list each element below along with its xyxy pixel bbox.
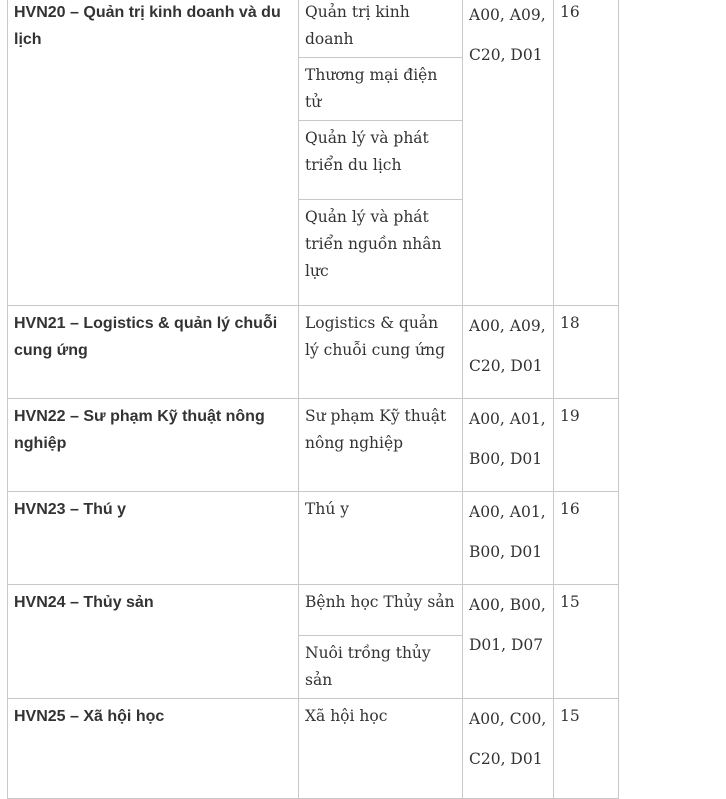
specialization-cell: Quản trị kinh doanh: [299, 0, 463, 58]
admission-table-container: [7, 0, 619, 799]
specialization-cell: Sư phạm Kỹ thuật nông nghiệp: [299, 399, 463, 492]
table-row: [8, 585, 619, 636]
score-cell: 16: [554, 0, 619, 306]
score-cell: 15: [554, 699, 619, 799]
major-cell: HVN24 – Thủy sản: [8, 585, 299, 699]
major-cell: HVN21 – Logistics & quản lý chuỗi cung ứng: [8, 306, 299, 399]
subject-block-cell: A00, A01, B00, D01: [463, 492, 554, 585]
subject-block-cell: A00, A09, C20, D01: [463, 306, 554, 399]
major-cell: HVN25 – Xã hội học: [8, 699, 299, 799]
table-row: [8, 306, 619, 399]
admission-table: [7, 0, 619, 799]
specialization-cell: Logistics & quản lý chuỗi cung ứng: [299, 306, 463, 399]
score-cell: 16: [554, 492, 619, 585]
major-cell: HVN20 – Quản trị kinh doanh và du lịch: [8, 0, 299, 306]
score-cell: 18: [554, 306, 619, 399]
major-cell: HVN22 – Sư phạm Kỹ thuật nông nghiệp: [8, 399, 299, 492]
specialization-cell: Xã hội học: [299, 699, 463, 799]
specialization-cell: Quản lý và phát triển nguồn nhân lực: [299, 200, 463, 306]
specialization-cell: Nuôi trồng thủy sản: [299, 636, 463, 699]
table-row: [8, 492, 619, 585]
table-row: [8, 0, 619, 58]
score-cell: 19: [554, 399, 619, 492]
specialization-cell: Quản lý và phát triển du lịch: [299, 121, 463, 200]
subject-block-cell: A00, C00, C20, D01: [463, 699, 554, 799]
major-cell: HVN23 – Thú y: [8, 492, 299, 585]
table-row: [8, 399, 619, 492]
specialization-cell: Thương mại điện tử: [299, 58, 463, 121]
score-cell: 15: [554, 585, 619, 699]
specialization-cell: Thú y: [299, 492, 463, 585]
subject-block-cell: A00, A09, C20, D01: [463, 0, 554, 306]
specialization-cell: Bệnh học Thủy sản: [299, 585, 463, 636]
subject-block-cell: A00, B00, D01, D07: [463, 585, 554, 699]
subject-block-cell: A00, A01, B00, D01: [463, 399, 554, 492]
